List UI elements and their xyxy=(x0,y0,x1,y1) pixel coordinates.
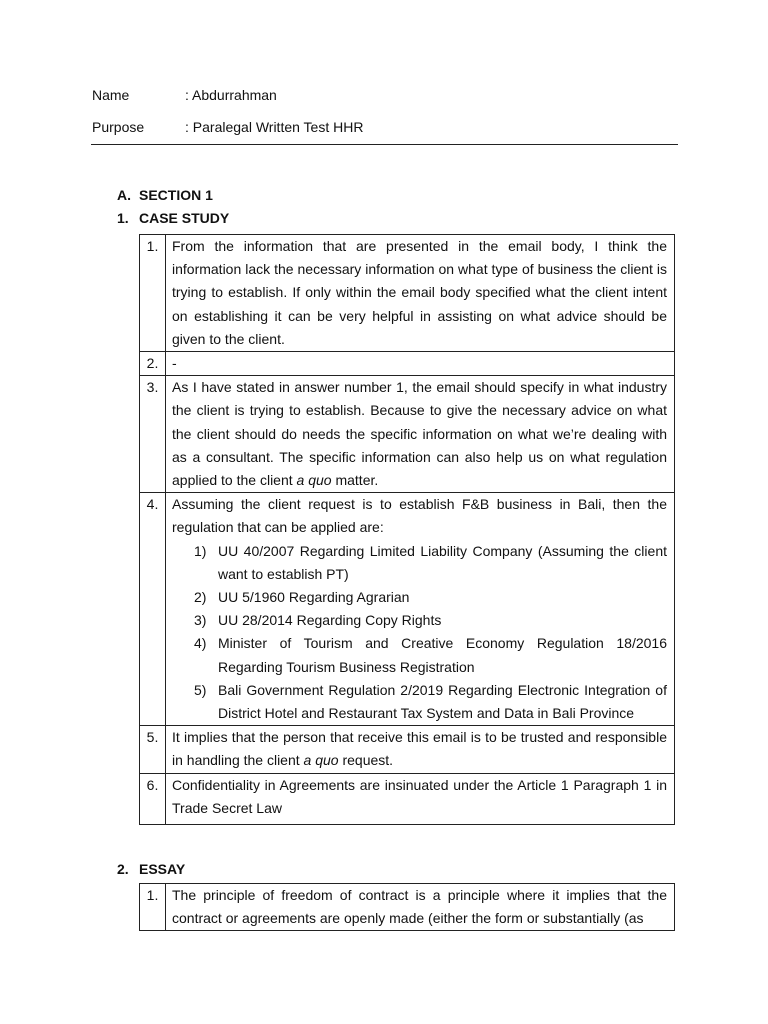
answer-text xyxy=(166,493,675,726)
section-a-title: SECTION 1 xyxy=(139,187,213,203)
table-row xyxy=(140,352,675,376)
name-label: Name xyxy=(92,87,130,103)
answer-text: From the information that are presented in the email body, I think the information lack the necessary information on what type of business the client is trying to establish. If only within the email body specified what the client intent on establishing it can be very helpful in assisting on what advice should be given to the client. xyxy=(166,235,675,352)
row-number: 1. xyxy=(140,235,166,352)
answer-intro: Assuming the client request is to establish F&B business in Bali, then the regulation that can be applied are: xyxy=(172,496,667,536)
answer-text-part: request. xyxy=(338,752,394,769)
essay-title: ESSAY xyxy=(139,861,186,877)
row-number: 1. xyxy=(140,884,166,931)
essay-heading xyxy=(117,859,185,879)
table-row xyxy=(140,376,675,493)
case-study-number: 1. xyxy=(117,210,129,226)
list-marker: 4) xyxy=(194,635,207,652)
regulation-list xyxy=(172,540,667,726)
section-a-number: A. xyxy=(117,187,131,203)
italic-term: a quo xyxy=(296,472,332,489)
list-marker: 1) xyxy=(194,542,207,559)
list-marker: 3) xyxy=(194,612,207,629)
row-number: 4. xyxy=(140,493,166,726)
list-item-text: UU 40/2007 Regarding Limited Liability Company (Assuming the client want to establish PT) xyxy=(218,542,667,582)
row-number: 5. xyxy=(140,726,166,773)
list-marker: 5) xyxy=(194,681,207,698)
purpose-value: : Paralegal Written Test HHR xyxy=(185,119,364,135)
essay-number: 2. xyxy=(117,861,129,877)
list-item-text: UU 28/2014 Regarding Copy Rights xyxy=(218,612,442,629)
case-study-title: CASE STUDY xyxy=(139,210,230,226)
table-row xyxy=(140,493,675,726)
list-item xyxy=(172,679,667,725)
row-number: 3. xyxy=(140,376,166,493)
case-study-heading xyxy=(117,208,229,228)
table-row xyxy=(140,773,675,824)
essay-table xyxy=(139,883,675,931)
answer-text: - xyxy=(166,352,675,376)
list-item-text: Minister of Tourism and Creative Economy Regulation 18/2016 Regarding Tourism Business Registration xyxy=(218,635,667,675)
answer-text xyxy=(166,376,675,493)
row-number: 6. xyxy=(140,773,166,824)
section-a-heading xyxy=(117,185,213,205)
list-item xyxy=(172,540,667,586)
answer-text-part: As I have stated in answer number 1, the email should specify in what industry the client is trying to establish. Because to give the necessary advice on what the client should do needs the specific information on what we’re dealing with as a consultant. The specific information can also help us on what regulation applied to the client xyxy=(172,379,667,489)
list-marker: 2) xyxy=(194,589,207,606)
answer-text: The principle of freedom of contract is a principle where it implies that the contract or agreements are openly made (either the form or substantially (as xyxy=(166,884,675,931)
header-divider xyxy=(91,144,678,145)
table-row xyxy=(140,726,675,773)
answer-text: Confidentiality in Agreements are insinuated under the Article 1 Paragraph 1 in Trade Secret Law xyxy=(166,773,675,824)
answer-text xyxy=(166,726,675,773)
row-number: 2. xyxy=(140,352,166,376)
name-value: : Abdurrahman xyxy=(185,87,277,103)
answer-text-part: matter. xyxy=(331,472,379,489)
answer-text-part: It implies that the person that receive this email is to be trusted and responsible in handling the client xyxy=(172,729,667,769)
purpose-label: Purpose xyxy=(92,119,145,135)
list-item-text: UU 5/1960 Regarding Agrarian xyxy=(218,589,410,606)
list-item-text: Bali Government Regulation 2/2019 Regarding Electronic Integration of District Hotel and Restaurant Tax System and Data in Bali Province xyxy=(218,681,667,722)
case-study-table xyxy=(139,234,675,825)
italic-term: a quo xyxy=(303,752,339,769)
table-row xyxy=(140,235,675,352)
list-item xyxy=(172,586,667,609)
list-item xyxy=(172,632,667,678)
list-item xyxy=(172,609,667,632)
table-row xyxy=(140,884,675,931)
